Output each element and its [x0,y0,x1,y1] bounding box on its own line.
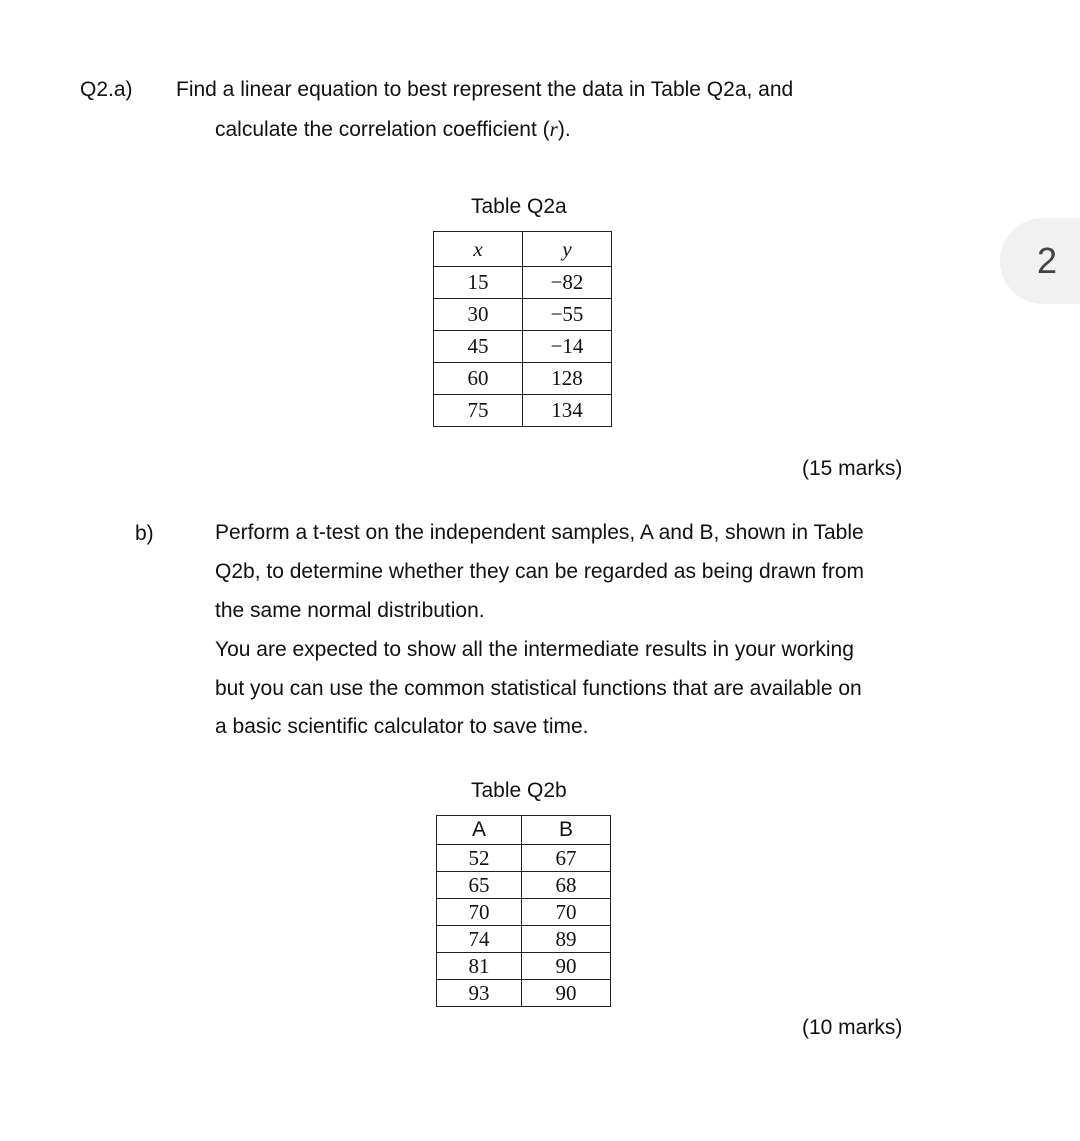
q2b-text-line1: Perform a t-test on the independent samples, A and B, shown in Table [215,521,864,544]
cell-a: 70 [437,899,522,926]
page-number-badge: 2 [1000,218,1080,304]
q2a-line2-post: ). [557,118,571,141]
q2b-marks: (10 marks) [802,1016,903,1039]
table-row [437,926,611,953]
table-row [434,363,612,395]
q2a-line2-var: r [549,117,558,141]
cell-y: −14 [523,331,612,363]
cell-y: −55 [523,299,612,331]
table-row [434,395,612,427]
table-row [437,980,611,1007]
q2a-line2-pre: calculate the correlation coefficient ( [215,118,550,141]
q2b-text-line5: but you can use the common statistical functions that are available on [215,677,862,700]
q2b-text-line3: the same normal distribution. [215,599,485,622]
q2b-text-line2: Q2b, to determine whether they can be regarded as being drawn from [215,560,865,583]
header-a: A [437,816,522,845]
cell-x: 15 [434,267,523,299]
table-q2b-caption: Table Q2b [471,779,567,802]
cell-a: 81 [437,953,522,980]
table-row [434,267,612,299]
cell-x: 75 [434,395,523,427]
cell-b: 68 [522,872,611,899]
table-row [437,899,611,926]
table-q2b [436,815,611,1007]
q2b-text-line6: a basic scientific calculator to save time. [215,715,589,738]
cell-b: 70 [522,899,611,926]
table-row [437,953,611,980]
header-b: B [522,816,611,845]
header-y: y [523,232,612,267]
cell-y: 128 [523,363,612,395]
cell-a: 93 [437,980,522,1007]
header-x: x [434,232,523,267]
table-q2a [433,231,612,427]
cell-b: 90 [522,980,611,1007]
question-label-q2b: b) [135,522,154,545]
table-row [437,845,611,872]
question-label-q2a: Q2.a) [80,78,133,101]
cell-x: 60 [434,363,523,395]
q2a-text-line1: Find a linear equation to best represent the data in Table Q2a, and [176,78,794,101]
cell-b: 89 [522,926,611,953]
cell-a: 52 [437,845,522,872]
cell-x: 30 [434,299,523,331]
table-row [434,299,612,331]
q2a-text-line2 [215,110,571,149]
table-q2a-caption: Table Q2a [471,195,567,218]
table-header-row [437,816,611,845]
cell-b: 90 [522,953,611,980]
cell-a: 74 [437,926,522,953]
cell-a: 65 [437,872,522,899]
q2a-marks: (15 marks) [802,457,903,480]
cell-y: −82 [523,267,612,299]
table-header-row [434,232,612,267]
cell-x: 45 [434,331,523,363]
cell-y: 134 [523,395,612,427]
table-row [434,331,612,363]
cell-b: 67 [522,845,611,872]
table-row [437,872,611,899]
q2b-text-line4: You are expected to show all the intermediate results in your working [215,638,854,661]
